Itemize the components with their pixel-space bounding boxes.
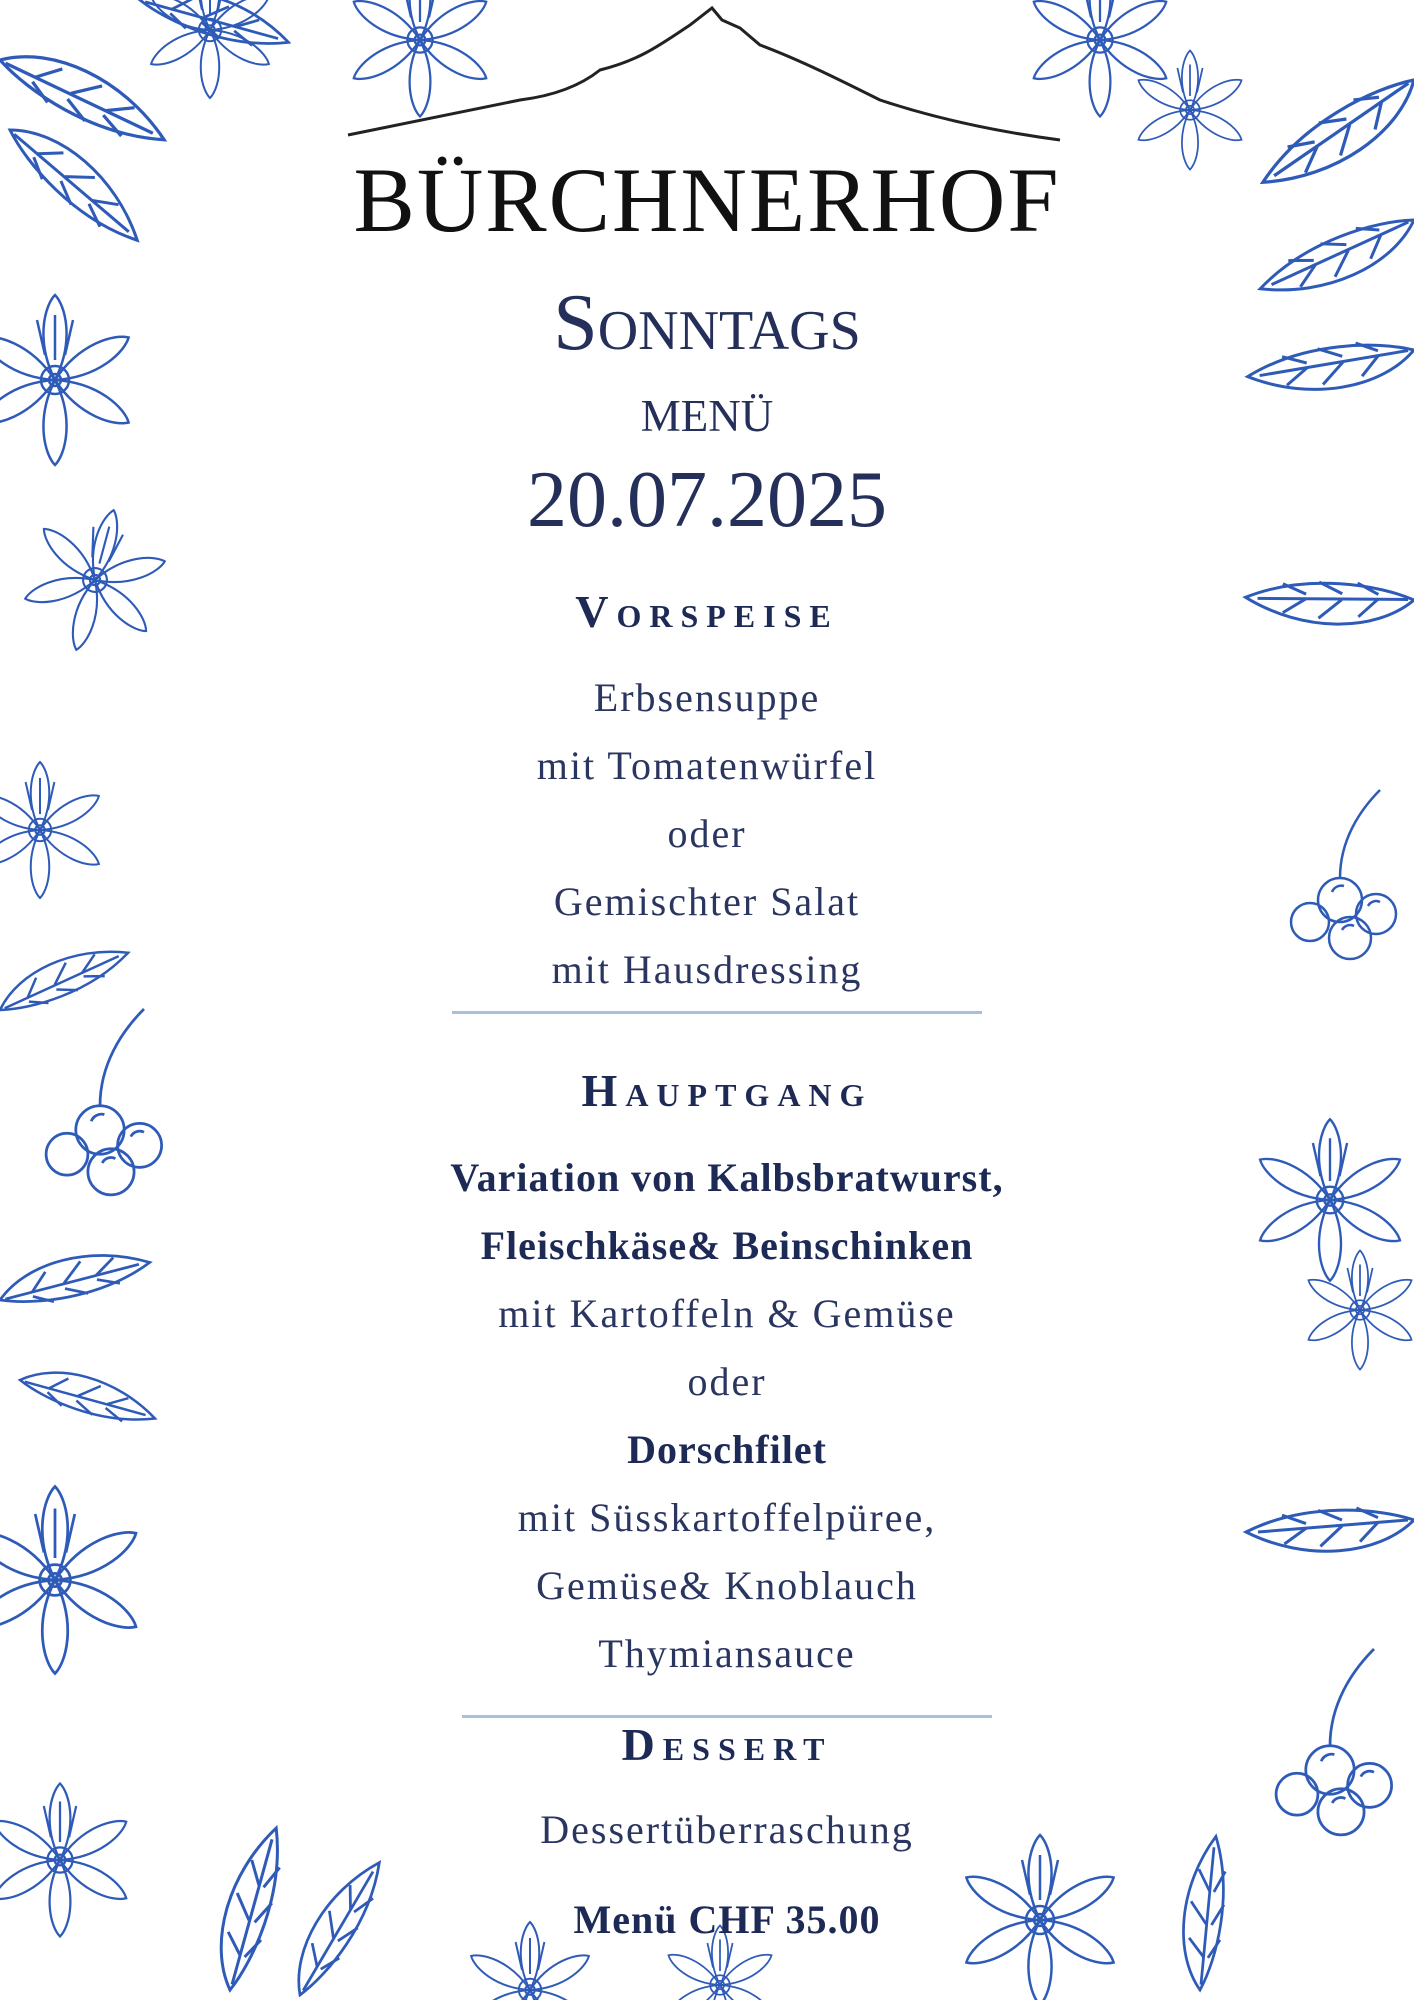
menu-item: mit Kartoffeln & Gemüse bbox=[498, 1291, 956, 1336]
menu-item: Fleischkäse& Beinschinken bbox=[480, 1223, 974, 1268]
menu-item: Thymiansauce bbox=[598, 1631, 856, 1676]
menu-item: oder bbox=[687, 1359, 767, 1404]
brand-logo: BÜRCHNERHOF bbox=[353, 149, 1061, 251]
menu-item: mit Tomatenwürfel bbox=[536, 743, 878, 788]
course-heading-starter: Vorspeise bbox=[575, 586, 839, 637]
divider bbox=[452, 1011, 982, 1014]
dessert-list bbox=[20, 1796, 1414, 1864]
menu-item: mit Süsskartoffelpüree, bbox=[517, 1495, 937, 1540]
menu-item: Dorschfilet bbox=[627, 1427, 827, 1472]
course-heading-main: Hauptgang bbox=[581, 1065, 873, 1116]
menu-item: oder bbox=[667, 811, 747, 856]
main-course-list bbox=[20, 1144, 1414, 1688]
menu-title-line2: menü bbox=[640, 374, 774, 445]
menu-price: Menü CHF 35.00 bbox=[573, 1897, 881, 1942]
menu-title-line1: Sonntags bbox=[553, 279, 861, 367]
menu-item: mit Hausdressing bbox=[551, 947, 863, 992]
menu-item: Gemüse& Knoblauch bbox=[536, 1563, 918, 1608]
menu-item: Gemischter Salat bbox=[553, 879, 861, 924]
menu-item: Variation von Kalbsbratwurst, bbox=[450, 1155, 1004, 1200]
mountain-outline bbox=[348, 8, 1060, 140]
menu-item: Erbsensuppe bbox=[593, 675, 821, 720]
starter-list bbox=[0, 664, 1414, 1004]
course-heading-dessert: Dessert bbox=[621, 1719, 833, 1770]
menu-date: 20.07.2025 bbox=[527, 456, 887, 544]
menu-item: Dessertüberraschung bbox=[540, 1807, 914, 1852]
